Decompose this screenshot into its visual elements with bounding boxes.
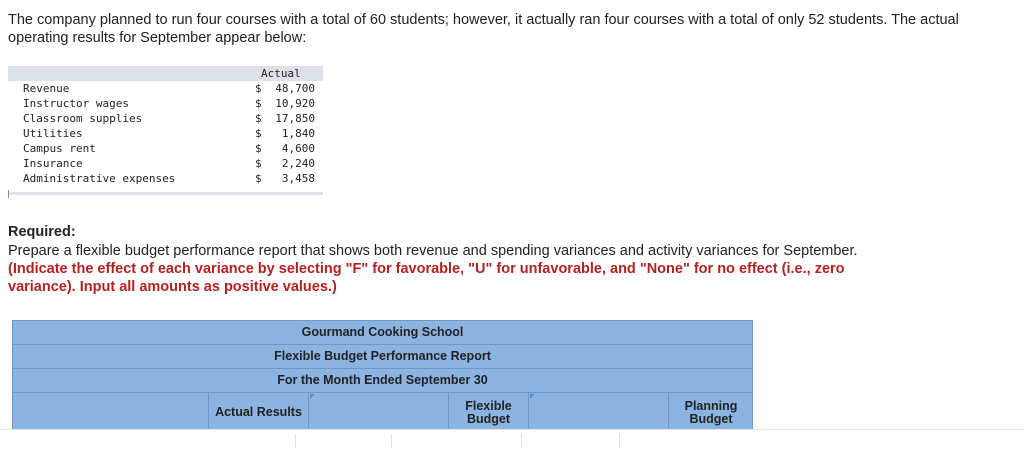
dollar-sign: $ xyxy=(255,172,262,185)
actual-header-row xyxy=(8,66,323,81)
row-value: 1,840 xyxy=(281,127,315,140)
variance-column-2[interactable] xyxy=(529,393,669,429)
table-bottom-rule xyxy=(8,186,323,195)
actual-results-label: Actual Results xyxy=(215,405,302,419)
dollar-sign: $ xyxy=(255,127,262,140)
row-value: 4,600 xyxy=(281,142,315,155)
row-value: 3,458 xyxy=(281,172,315,185)
divider-tick xyxy=(8,190,9,198)
row-value: 2,240 xyxy=(281,157,315,170)
required-instructions: (Indicate the effect of each variance by selecting "F" for favorable, "U" for unfavorable, and "None" for no effect (i.e., zero variance). Input all amounts as positive values.) xyxy=(8,261,845,295)
planning-budget-header xyxy=(669,393,753,429)
dollar-sign: $ xyxy=(255,82,262,95)
row-label: Classroom supplies xyxy=(23,112,143,125)
actual-column-header: Actual xyxy=(261,67,301,80)
flexible-budget-label: Flexible Budget xyxy=(465,399,512,426)
dropdown-marker-icon xyxy=(530,394,535,399)
table-row xyxy=(8,141,323,156)
page-footer-strip xyxy=(0,429,1024,452)
required-text: Prepare a flexible budget performance report that shows both revenue and spending variances and activity variances for September. xyxy=(8,243,858,259)
footer-separator xyxy=(295,434,296,448)
footer-separator xyxy=(521,434,522,448)
report-column-headers xyxy=(12,392,753,429)
table-row xyxy=(8,171,323,186)
footer-separator xyxy=(391,434,392,448)
planning-budget-label: Planning Budget xyxy=(684,399,738,426)
flexible-budget-header xyxy=(449,393,529,429)
row-value: 48,700 xyxy=(275,82,315,95)
row-label: Insurance xyxy=(23,157,83,170)
row-label: Campus rent xyxy=(23,142,96,155)
row-label: Instructor wages xyxy=(23,97,129,110)
table-row xyxy=(8,81,323,96)
footer-separator xyxy=(619,434,620,448)
row-value: 17,850 xyxy=(275,112,315,125)
dollar-sign: $ xyxy=(255,157,262,170)
table-row xyxy=(8,126,323,141)
row-value: 10,920 xyxy=(275,97,315,110)
dollar-sign: $ xyxy=(255,142,262,155)
variance-column-1[interactable] xyxy=(309,393,449,429)
report-period: For the Month Ended September 30 xyxy=(12,368,753,392)
row-label: Administrative expenses xyxy=(23,172,176,185)
problem-intro: The company planned to run four courses with a total of 60 students; however, it actually ran four courses with a total of only 52 students. The actual operating results for September appear below: xyxy=(8,12,959,46)
table-row xyxy=(8,111,323,126)
report-subtitle: Flexible Budget Performance Report xyxy=(12,344,753,368)
dollar-sign: $ xyxy=(255,112,262,125)
table-row xyxy=(8,156,323,171)
row-label: Revenue xyxy=(23,82,70,95)
divider xyxy=(8,192,323,195)
row-label: Utilities xyxy=(23,127,83,140)
dropdown-marker-icon xyxy=(310,394,315,399)
actual-results-table xyxy=(8,66,323,195)
label-column-header xyxy=(13,393,209,429)
required-label: Required: xyxy=(8,224,76,240)
table-row xyxy=(8,96,323,111)
actual-results-header xyxy=(209,393,309,429)
report-title: Gourmand Cooking School xyxy=(12,320,753,344)
flexible-budget-report xyxy=(12,320,753,429)
dollar-sign: $ xyxy=(255,97,262,110)
